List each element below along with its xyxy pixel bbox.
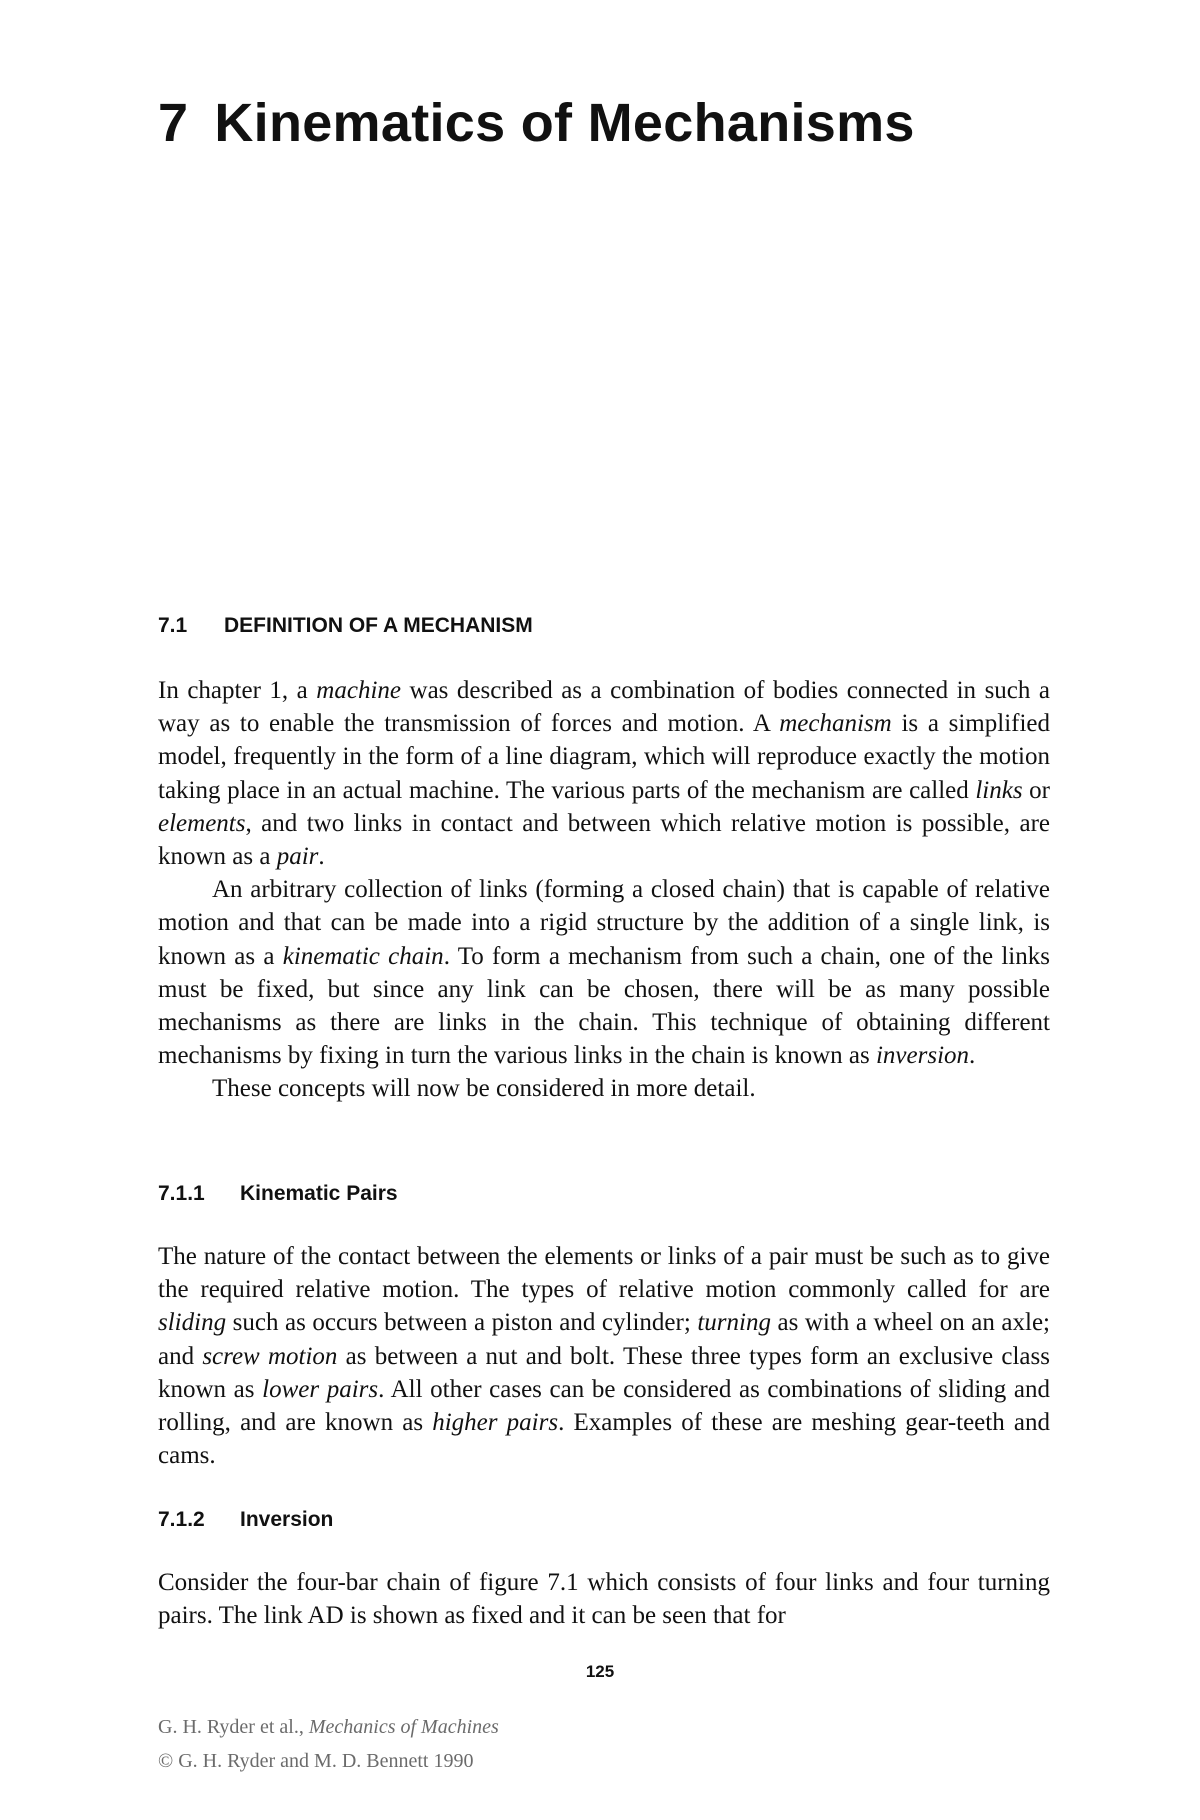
emphasis-term: sliding bbox=[158, 1309, 227, 1337]
text-run: . Examples of these are meshing gear-teeth and cams. bbox=[158, 1409, 1050, 1470]
emphasis-term: higher pairs bbox=[432, 1409, 559, 1437]
section-7-1-1-body bbox=[158, 1240, 1050, 1472]
emphasis-term: lower pairs bbox=[262, 1375, 379, 1403]
section-heading-7-1-2 bbox=[158, 1508, 333, 1532]
emphasis-term: inversion bbox=[875, 1042, 970, 1070]
section-heading-7-1 bbox=[158, 614, 533, 638]
paragraph bbox=[158, 674, 1050, 873]
text-run: or bbox=[1022, 776, 1051, 804]
footer-book-title: Mechanics of Machines bbox=[308, 1716, 499, 1738]
footer-copyright: © G. H. Ryder and M. D. Bennett 1990 bbox=[158, 1750, 474, 1772]
emphasis-term: kinematic chain bbox=[282, 942, 444, 970]
section-7-1-body bbox=[158, 674, 1050, 1106]
emphasis-term: turning bbox=[697, 1309, 771, 1337]
section-7-1-2-body bbox=[158, 1566, 1050, 1632]
section-heading-7-1-1 bbox=[158, 1182, 398, 1206]
page-number: 125 bbox=[585, 1662, 615, 1681]
text-run: An arbitrary collection of links (forming a closed chain) that is capable of relative motion and that can be made into a rigid structure by the addition of a single link, is known as a bbox=[158, 876, 1050, 970]
chapter-title-text: Kinematics of Mechanisms bbox=[214, 93, 915, 153]
text-run: as between a nut and bolt. These three types form an exclusive class known as bbox=[158, 1342, 1050, 1403]
text-run: is a simplified model, frequently in the form of a line diagram, which will reproduce exactly the motion taking place in an actual machine. The various parts of the mechanism are called bbox=[158, 710, 1051, 804]
paragraph: Consider the four-bar chain of figure 7.1 which consists of four links and four turning pairs. The link AD is shown as fixed and it can be seen that for bbox=[158, 1569, 1050, 1630]
emphasis-term: links bbox=[975, 776, 1023, 804]
text-run: , and two links in contact and between which relative motion is possible, are known as a bbox=[158, 809, 1050, 871]
text-run: was described as a combination of bodies connected in such a way as to enable the transmission of forces and motion. A bbox=[158, 677, 1051, 738]
footer-authors: G. H. Ryder et al., bbox=[158, 1716, 309, 1738]
paragraph: These concepts will now be considered in more detail. bbox=[212, 1075, 756, 1103]
text-run: . To form a mechanism from such a chain, one of the links must be fixed, but since any link can be chosen, there will be as many possible mechanisms as there are links in the chain. This technique of obtaining different mechanisms by fixing in turn the various links in the chain is known as bbox=[158, 942, 1050, 1070]
emphasis-term: mechanism bbox=[779, 710, 892, 738]
text-run: such as occurs between a piston and cylinder; bbox=[226, 1309, 698, 1337]
paragraph bbox=[158, 873, 1050, 1072]
section-number: 7.1 bbox=[158, 614, 188, 637]
emphasis-term: elements bbox=[158, 809, 246, 837]
text-run: . bbox=[318, 843, 325, 871]
emphasis-term: screw motion bbox=[202, 1342, 338, 1370]
text-run: as with a wheel on an axle; and bbox=[158, 1309, 1050, 1370]
section-number: 7.1.2 bbox=[158, 1508, 205, 1531]
chapter-title bbox=[158, 92, 915, 154]
chapter-number: 7 bbox=[158, 93, 189, 153]
section-title: Inversion bbox=[240, 1508, 334, 1531]
section-title: Kinematic Pairs bbox=[240, 1182, 398, 1205]
footer-citation bbox=[158, 1716, 499, 1739]
emphasis-term: pair bbox=[276, 843, 319, 871]
text-run: In chapter 1, a bbox=[158, 677, 317, 704]
emphasis-term: machine bbox=[316, 677, 401, 704]
section-number: 7.1.1 bbox=[158, 1182, 205, 1205]
text-run: . bbox=[969, 1042, 976, 1070]
text-run: The nature of the contact between the elements or links of a pair must be such as to give the required relative motion. The types of relative motion commonly called for are bbox=[158, 1243, 1050, 1304]
section-title: DEFINITION OF A MECHANISM bbox=[224, 614, 533, 637]
paragraph bbox=[158, 1240, 1050, 1472]
text-run: . All other cases can be considered as combinations of sliding and rolling, and are known as bbox=[158, 1375, 1050, 1437]
